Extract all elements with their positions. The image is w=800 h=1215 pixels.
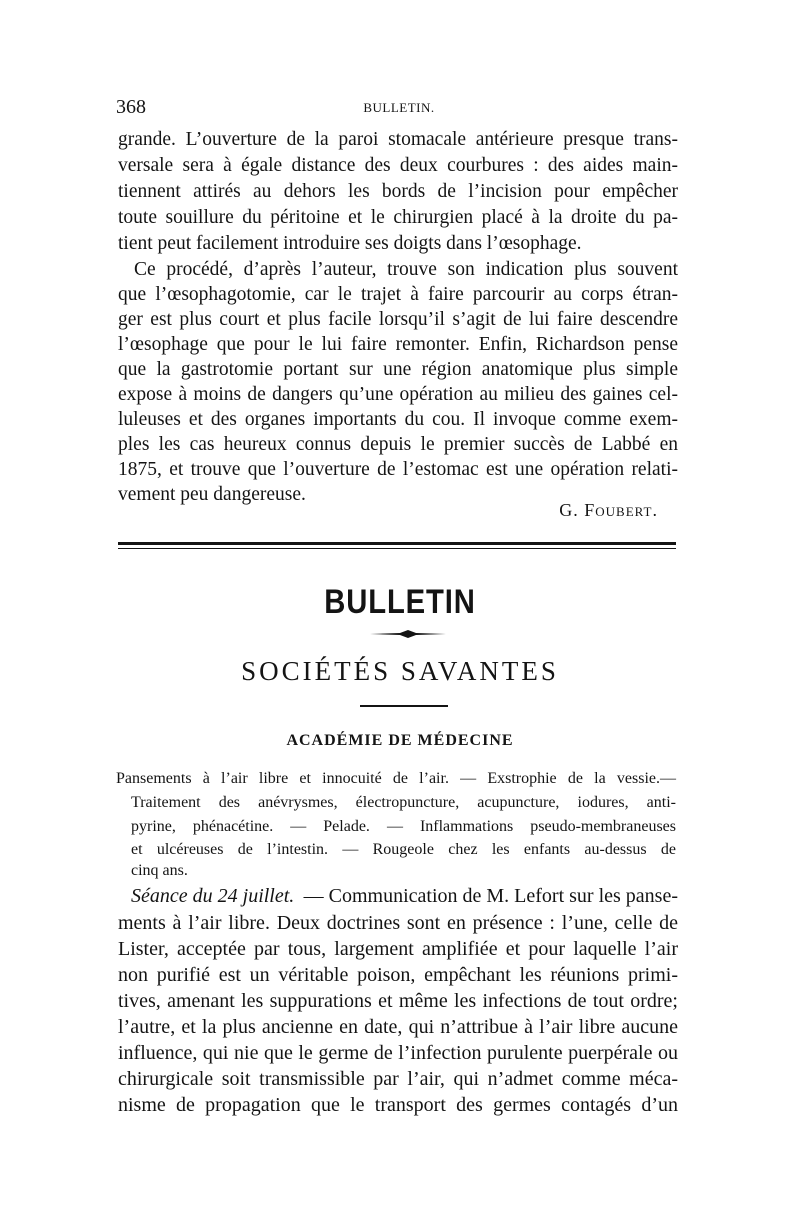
text-line: ples les cas heureux connus depuis le premier succès de Labbé en: [118, 434, 678, 455]
summary-line: Traitement des anévrysmes, électropuncture, acupuncture, iodures, anti-: [131, 794, 676, 811]
session-first-line: [131, 884, 678, 909]
text-line: chirurgicale soit transmissible par l’air, qui n’admet comme méca-: [118, 1068, 678, 1090]
text-line: tiennent attirés au dehors les bords de l’incision pour empêcher: [118, 181, 678, 202]
text-line: l’œsophage que pour le lui faire remonter. Enfin, Richardson pense: [118, 334, 678, 355]
text-line: influence, qui nie que le germe de l’infection purulente puerpérale ou: [118, 1042, 678, 1064]
page-number: 368: [116, 96, 146, 118]
text-line: versale sera à égale distance des deux courbures : des aides main-: [118, 155, 678, 176]
society-heading: ACADÉMIE DE MÉDECINE: [286, 732, 514, 749]
text-line: que la gastrotomie portant sur une région anatomique plus simple: [118, 359, 678, 380]
text-line: l’autre, et la plus ancienne en date, qui n’attribue à l’air libre aucune: [118, 1016, 678, 1038]
summary-line: cinq ans.: [131, 862, 188, 879]
running-title: BULLETIN.: [363, 100, 435, 115]
short-rule: [360, 705, 448, 707]
session-date: Séance du 24 juillet.: [131, 885, 295, 907]
text-line: tives, amenant les suppurations et même les infections de tout ordre;: [118, 990, 678, 1012]
text-line: que l’œsophagotomie, car le trajet à faire parcourir au corps étran-: [118, 284, 678, 305]
text-line: non purifié est un véritable poison, empêchant les réunions primi-: [118, 964, 678, 986]
author-signature: G. Foubert.: [559, 500, 658, 520]
text-line: toute souillure du péritoine et le chirurgien placé à la droite du pa-: [118, 207, 678, 228]
divider-rule-thick: [118, 542, 676, 545]
text-line: — Communication de M. Lefort sur les panse-: [303, 885, 678, 907]
text-line: Lister, acceptée par tous, largement amplifiée et pour laquelle l’air: [118, 938, 678, 960]
text-line: grande. L’ouverture de la paroi stomacale antérieure presque trans-: [118, 129, 678, 150]
text-line: ger est plus court et plus facile lorsqu’il s’agit de lui faire descendre: [118, 309, 678, 330]
summary-line: Pansements à l’air libre et innocuité de l’air. — Exstrophie de la vessie.—: [116, 770, 676, 787]
divider-rule-thin: [118, 548, 676, 549]
text-line: expose à moins de dangers qu’une opération au milieu des gaines cel-: [118, 384, 678, 405]
summary-line: et ulcéreuses de l’intestin. — Rougeole chez les enfants au-dessus de: [131, 841, 676, 858]
text-line: nisme de propagation que le transport des germes contagés d’un: [118, 1094, 678, 1116]
section-subtitle: SOCIÉTÉS SAVANTES: [241, 656, 559, 686]
ornament-dash: [370, 630, 446, 638]
text-line: ments à l’air libre. Deux doctrines sont en présence : l’une, celle de: [118, 912, 678, 934]
running-head: [116, 96, 682, 124]
summary-line: pyrine, phénacétine. — Pelade. — Inflammations pseudo-membraneuses: [131, 818, 676, 835]
text-line: tient peut facilement introduire ses doigts dans l’œsophage.: [118, 233, 582, 254]
section-title: BULLETIN: [324, 583, 476, 621]
text-line: vement peu dangereuse.: [118, 484, 306, 505]
text-line: Ce procédé, d’après l’auteur, trouve son indication plus souvent: [134, 259, 678, 280]
text-line: luleuses et des organes importants du cou. Il invoque comme exem-: [118, 409, 678, 430]
text-line: 1875, et trouve que l’ouverture de l’estomac est une opération relati-: [118, 459, 678, 480]
